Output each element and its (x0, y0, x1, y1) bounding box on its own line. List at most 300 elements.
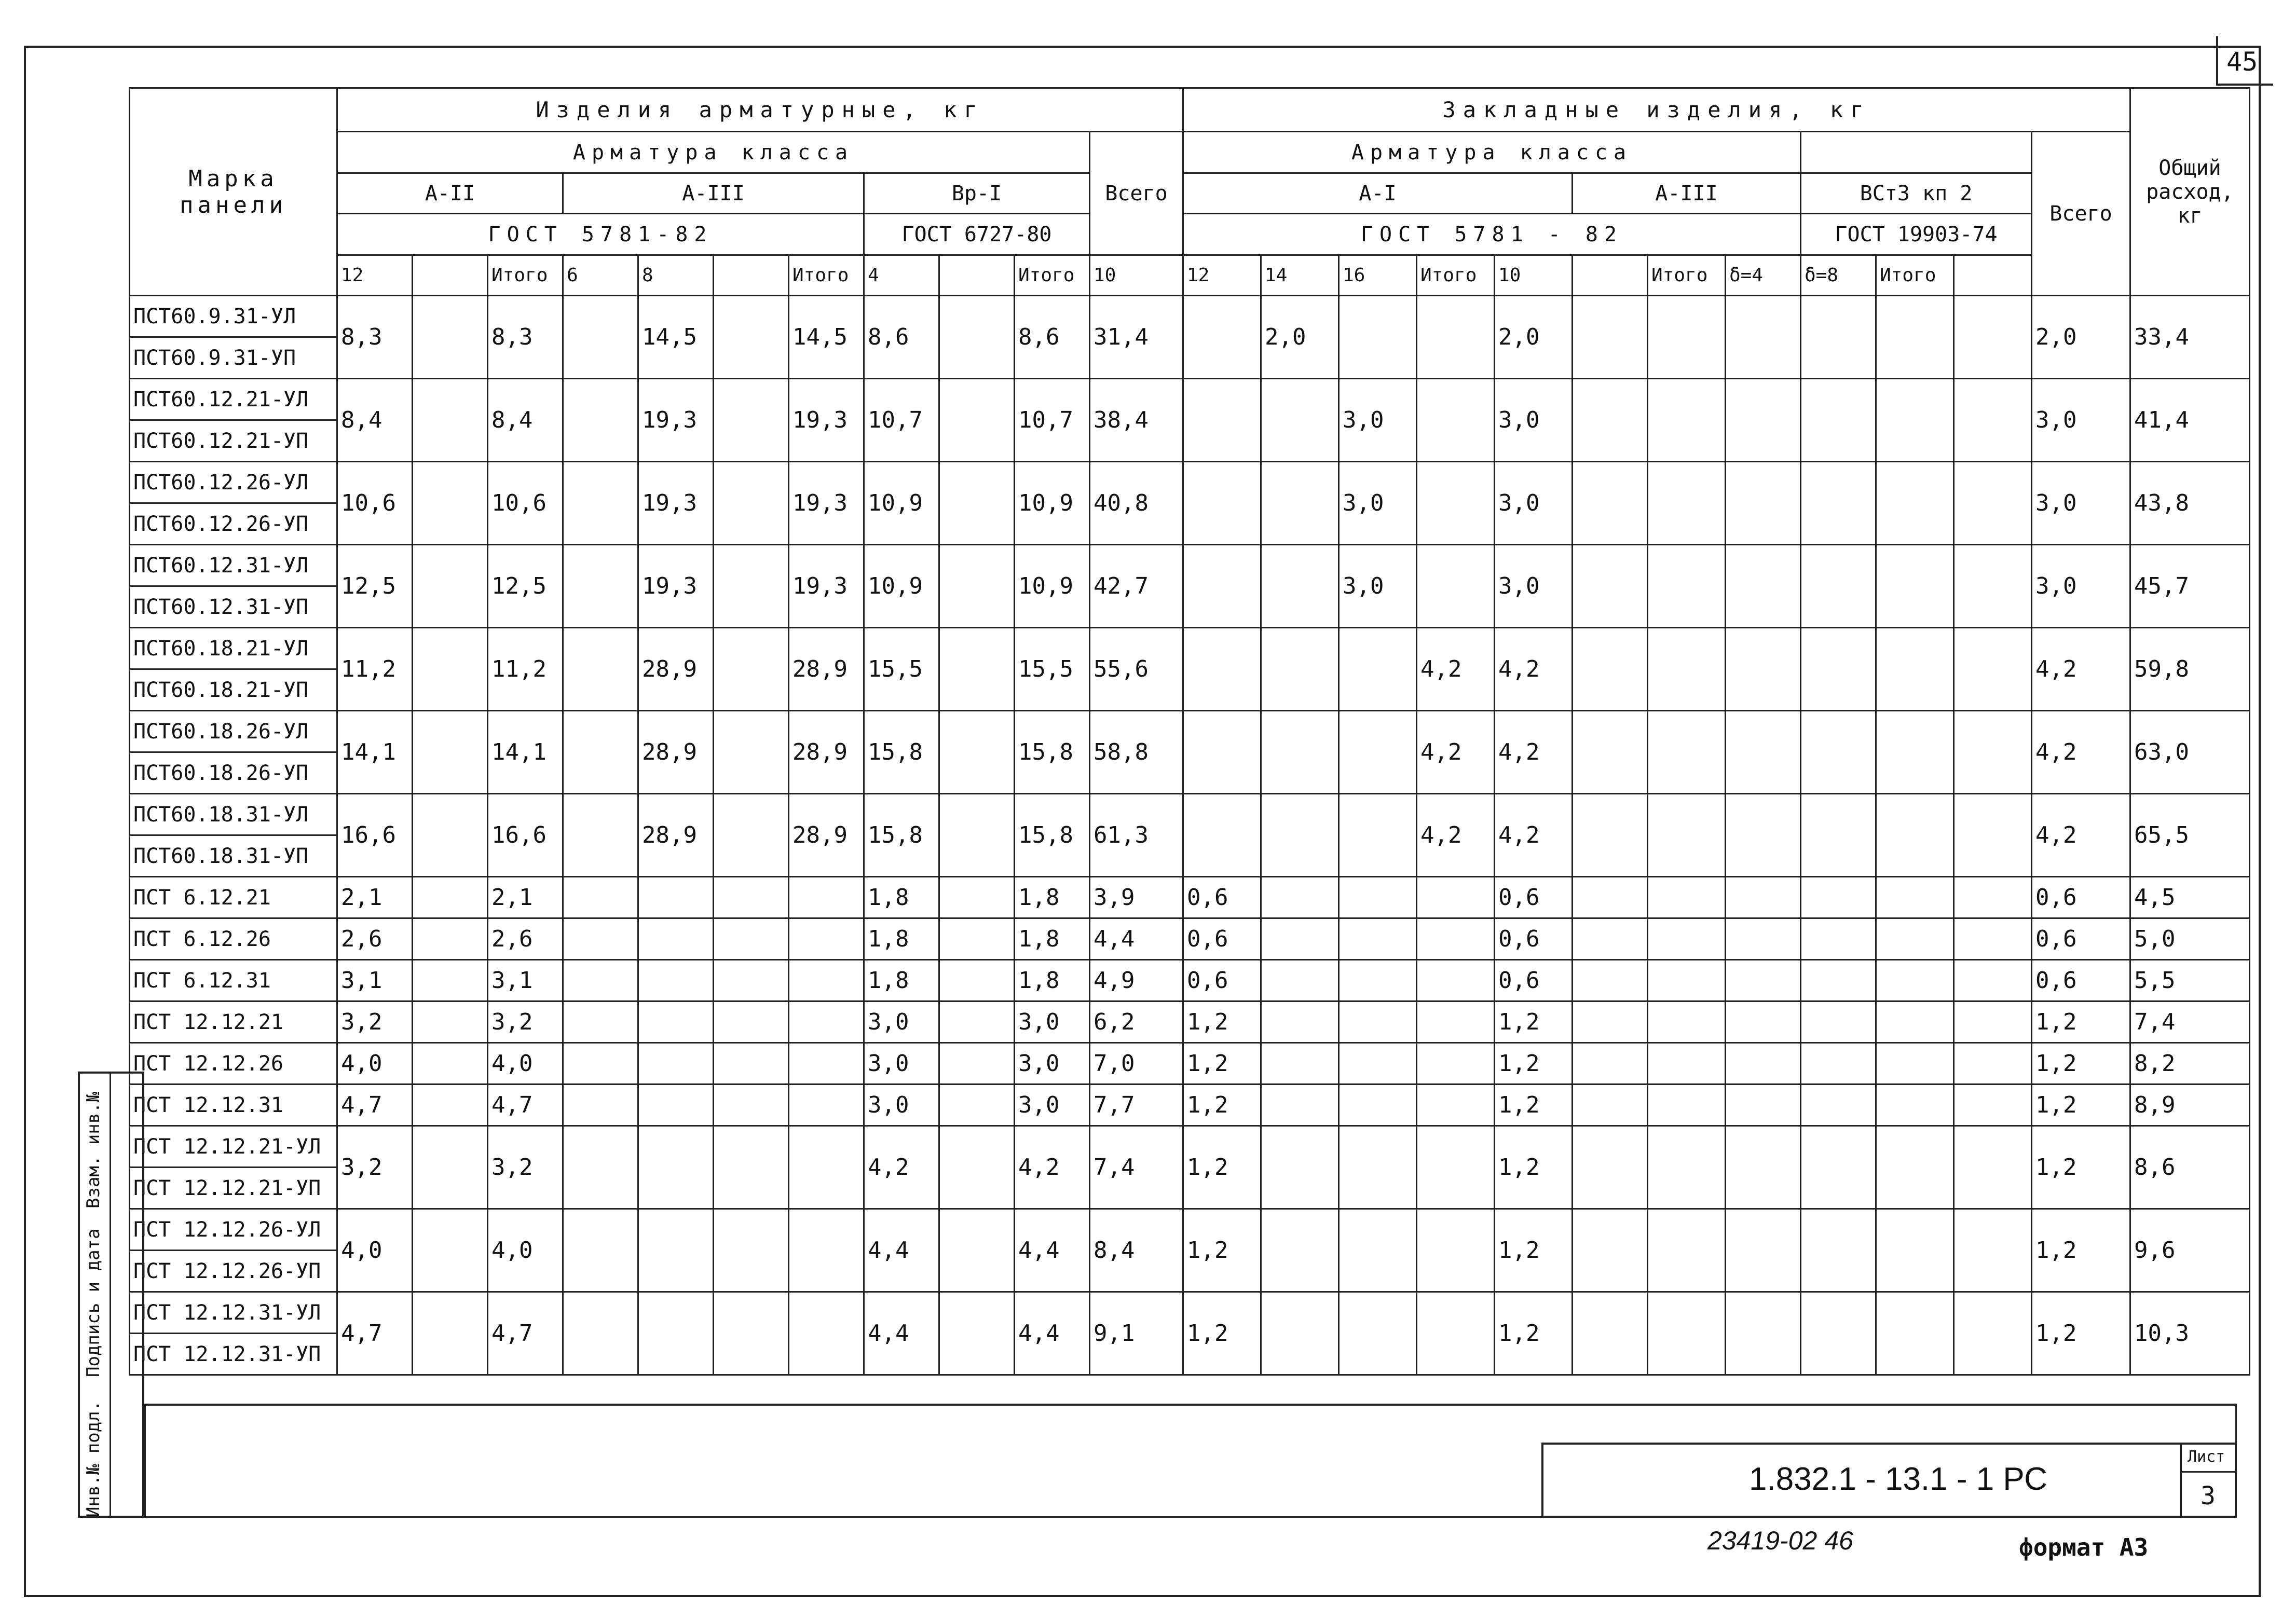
value-cell: 3,0 (1339, 545, 1417, 628)
value-cell (563, 1126, 638, 1209)
value-cell (1876, 711, 1954, 794)
value-cell (1261, 1292, 1339, 1375)
subheader-cell: 16 (1339, 255, 1417, 296)
value-cell (1339, 1292, 1417, 1375)
value-cell (1417, 1292, 1495, 1375)
value-cell (1183, 711, 1261, 794)
panel-brand: ПСТ60.18.26-УП (130, 752, 337, 794)
format-label: формат А3 (2019, 1533, 2149, 1561)
value-cell (1876, 794, 1954, 877)
value-cell (939, 794, 1015, 877)
value-cell (714, 545, 789, 628)
value-cell: 4,7 (337, 1085, 413, 1126)
value-cell (1801, 1043, 1876, 1085)
table-row (130, 1043, 2250, 1085)
value-cell: 11,2 (488, 628, 563, 711)
value-cell: 28,9 (638, 794, 714, 877)
value-cell: 9,6 (2130, 1209, 2250, 1292)
value-cell (1417, 462, 1495, 545)
value-cell (563, 877, 638, 918)
value-cell (413, 918, 488, 960)
value-cell (638, 1209, 714, 1292)
value-cell: 28,9 (789, 628, 864, 711)
value-cell: 3,2 (488, 1126, 563, 1209)
value-cell: 61,3 (1090, 794, 1183, 877)
value-cell (413, 1043, 488, 1085)
value-cell (1648, 1209, 1726, 1292)
value-cell: 28,9 (638, 628, 714, 711)
value-cell (1339, 711, 1417, 794)
value-cell: 15,5 (864, 628, 939, 711)
value-cell: 8,3 (488, 296, 563, 379)
value-cell: 10,3 (2130, 1292, 2250, 1375)
value-cell (413, 794, 488, 877)
value-cell: 2,0 (2032, 296, 2130, 379)
value-cell (1726, 1001, 1801, 1043)
value-cell (1261, 462, 1339, 545)
value-cell: 10,7 (864, 379, 939, 462)
value-cell (939, 877, 1015, 918)
value-cell: 19,3 (789, 545, 864, 628)
value-cell: 15,8 (1015, 794, 1090, 877)
value-cell: 45,7 (2130, 545, 2250, 628)
value-cell: 19,3 (638, 379, 714, 462)
value-cell: 19,3 (638, 545, 714, 628)
value-cell (789, 1001, 864, 1043)
value-cell (1876, 918, 1954, 960)
value-cell: 16,6 (337, 794, 413, 877)
value-cell: 10,9 (864, 545, 939, 628)
value-cell (1648, 794, 1726, 877)
subheader-cell (413, 255, 488, 296)
value-cell: 1,2 (2032, 1209, 2130, 1292)
value-cell: 7,4 (1090, 1126, 1183, 1209)
value-cell: 4,2 (864, 1126, 939, 1209)
value-cell: 4,2 (1495, 711, 1573, 794)
subheader-cell: Итого (1876, 255, 1954, 296)
class-a2: А-II (337, 173, 563, 214)
value-cell (1954, 379, 2032, 462)
value-cell (563, 918, 638, 960)
value-cell (1261, 960, 1339, 1001)
value-cell: 7,7 (1090, 1085, 1183, 1126)
value-cell (1726, 296, 1801, 379)
value-cell (1801, 545, 1876, 628)
value-cell (1261, 1001, 1339, 1043)
value-cell (939, 628, 1015, 711)
value-cell: 1,8 (864, 960, 939, 1001)
value-cell (1801, 1209, 1876, 1292)
value-cell (789, 960, 864, 1001)
value-cell (1339, 296, 1417, 379)
value-cell (1261, 1209, 1339, 1292)
panel-brand: ПСТ 6.12.26 (130, 918, 337, 960)
value-cell (939, 296, 1015, 379)
value-cell: 4,4 (864, 1292, 939, 1375)
value-cell: 28,9 (638, 711, 714, 794)
value-cell: 4,2 (1417, 794, 1495, 877)
value-cell: 3,0 (2032, 462, 2130, 545)
armature-class-header: Арматура класса (337, 132, 1090, 173)
panel-brand: ПСТ60.18.21-УП (130, 669, 337, 711)
panel-brand: ПСТ 12.12.21-УП (130, 1168, 337, 1209)
value-cell (1573, 711, 1648, 794)
value-cell (1876, 877, 1954, 918)
value-cell: 58,8 (1090, 711, 1183, 794)
value-cell (413, 877, 488, 918)
value-cell (1417, 877, 1495, 918)
table-row (130, 462, 2250, 503)
value-cell: 1,2 (1495, 1209, 1573, 1292)
value-cell: 3,2 (337, 1126, 413, 1209)
value-cell: 0,6 (1495, 960, 1573, 1001)
class-a1: А-I (1183, 173, 1573, 214)
value-cell (1573, 1126, 1648, 1209)
value-cell: 0,6 (1495, 877, 1573, 918)
value-cell: 6,2 (1090, 1001, 1183, 1043)
value-cell (638, 1292, 714, 1375)
value-cell: 3,0 (1495, 545, 1573, 628)
side-label-inventory: Инв.№ подл. (83, 1400, 104, 1517)
value-cell: 1,2 (1495, 1001, 1573, 1043)
value-cell: 4,0 (488, 1209, 563, 1292)
value-cell: 1,8 (1015, 960, 1090, 1001)
value-cell (1573, 1085, 1648, 1126)
value-cell: 7,4 (2130, 1001, 2250, 1043)
panel-brand: ПСТ 12.12.31 (130, 1085, 337, 1126)
value-cell: 1,2 (2032, 1043, 2130, 1085)
value-cell: 14,1 (488, 711, 563, 794)
value-cell: 4,2 (2032, 711, 2130, 794)
value-cell: 15,8 (1015, 711, 1090, 794)
value-cell (714, 794, 789, 877)
value-cell (413, 1209, 488, 1292)
gost-6727: ГОСТ 6727-80 (864, 214, 1090, 255)
value-cell (563, 1085, 638, 1126)
subheader-cell: 14 (1261, 255, 1339, 296)
table-row (130, 296, 2250, 337)
value-cell (1417, 1043, 1495, 1085)
value-cell: 3,0 (864, 1001, 939, 1043)
value-cell (714, 711, 789, 794)
value-cell: 1,2 (1183, 1085, 1261, 1126)
value-cell (1573, 628, 1648, 711)
value-cell (1573, 1209, 1648, 1292)
value-cell (1183, 462, 1261, 545)
value-cell: 16,6 (488, 794, 563, 877)
value-cell (939, 379, 1015, 462)
value-cell (1876, 462, 1954, 545)
table-row (130, 960, 2250, 1001)
table-row (130, 1209, 2250, 1251)
subheader-cell: 10 (1090, 255, 1183, 296)
value-cell (1876, 379, 1954, 462)
sheet-number: 3 (2201, 1481, 2216, 1511)
panel-brand: ПСТ60.18.31-УЛ (130, 794, 337, 835)
table-row (130, 1126, 2250, 1168)
value-cell: 12,5 (488, 545, 563, 628)
value-cell: 10,9 (1015, 545, 1090, 628)
panel-brand: ПСТ60.18.31-УП (130, 835, 337, 877)
value-cell: 4,2 (1417, 628, 1495, 711)
value-cell: 10,6 (488, 462, 563, 545)
value-cell (939, 1126, 1015, 1209)
value-cell (1876, 1001, 1954, 1043)
subheader-cell: 6 (563, 255, 638, 296)
value-cell: 59,8 (2130, 628, 2250, 711)
value-cell (1726, 918, 1801, 960)
table-row (130, 1001, 2250, 1043)
value-cell (939, 1001, 1015, 1043)
gost-19903: ГОСТ 19903-74 (1801, 214, 2032, 255)
value-cell (1954, 711, 2032, 794)
class-bp1: Вр-I (864, 173, 1090, 214)
value-cell (1876, 960, 1954, 1001)
value-cell (1261, 628, 1339, 711)
value-cell: 8,6 (2130, 1126, 2250, 1209)
value-cell (638, 918, 714, 960)
panel-brand: ПСТ 12.12.26-УЛ (130, 1209, 337, 1251)
value-cell: 11,2 (337, 628, 413, 711)
value-cell (413, 711, 488, 794)
value-cell (1648, 1292, 1726, 1375)
value-cell (1573, 877, 1648, 918)
value-cell (1648, 628, 1726, 711)
value-cell: 33,4 (2130, 296, 2250, 379)
value-cell: 15,8 (864, 794, 939, 877)
value-cell (1876, 1043, 1954, 1085)
value-cell (1183, 379, 1261, 462)
value-cell (1801, 296, 1876, 379)
value-cell (638, 1126, 714, 1209)
value-cell (1801, 628, 1876, 711)
value-cell: 2,0 (1495, 296, 1573, 379)
value-cell (1726, 794, 1801, 877)
value-cell (563, 1209, 638, 1292)
value-cell: 3,0 (1495, 462, 1573, 545)
value-cell (1954, 1209, 2032, 1292)
value-cell (1876, 1209, 1954, 1292)
value-cell (1339, 1043, 1417, 1085)
value-cell: 1,2 (1183, 1001, 1261, 1043)
value-cell: 4,7 (488, 1292, 563, 1375)
value-cell (1183, 296, 1261, 379)
value-cell: 1,8 (1015, 877, 1090, 918)
page-number: 45 (2226, 47, 2258, 77)
value-cell (1261, 877, 1339, 918)
panel-brand: ПСТ60.9.31-УП (130, 337, 337, 379)
class-a3-embedded: А-III (1573, 173, 1801, 214)
value-cell (1876, 1126, 1954, 1209)
subheader-cell: δ=4 (1726, 255, 1801, 296)
subheader-cell: δ=8 (1801, 255, 1876, 296)
value-cell: 2,6 (488, 918, 563, 960)
value-cell: 1,2 (1495, 1085, 1573, 1126)
column-header-total: Всего (1090, 132, 1183, 255)
value-cell (939, 1209, 1015, 1292)
panel-brand: ПСТ 12.12.31-УЛ (130, 1292, 337, 1334)
value-cell (413, 1001, 488, 1043)
value-cell (1261, 1043, 1339, 1085)
value-cell: 3,0 (2032, 545, 2130, 628)
side-label-replaced: Взам. инв.№ (83, 1091, 104, 1209)
value-cell (1648, 296, 1726, 379)
panel-brand: ПСТ60.12.21-УЛ (130, 379, 337, 420)
value-cell: 1,2 (1495, 1292, 1573, 1375)
value-cell (714, 379, 789, 462)
value-cell (1648, 545, 1726, 628)
panel-brand: ПСТ60.12.26-УЛ (130, 462, 337, 503)
value-cell: 1,2 (1183, 1126, 1261, 1209)
value-cell: 2,1 (337, 877, 413, 918)
sheet-label: Лист (2188, 1448, 2225, 1466)
value-cell (1954, 545, 2032, 628)
value-cell (1573, 545, 1648, 628)
value-cell (1417, 1126, 1495, 1209)
value-cell: 1,2 (1495, 1043, 1573, 1085)
subheader-cell: 10 (1495, 255, 1573, 296)
value-cell: 0,6 (1183, 960, 1261, 1001)
value-cell (1261, 1126, 1339, 1209)
value-cell (1954, 1043, 2032, 1085)
column-header-overall: Общий расход, кг (2130, 88, 2250, 296)
subheader-cell: 12 (1183, 255, 1261, 296)
value-cell: 10,9 (1015, 462, 1090, 545)
archive-number: 23419-02 46 (1707, 1526, 1853, 1555)
side-label-signature: Подпись и дата (83, 1228, 104, 1377)
value-cell (1648, 379, 1726, 462)
value-cell: 3,0 (2032, 379, 2130, 462)
value-cell (1339, 1001, 1417, 1043)
value-cell: 1,8 (864, 877, 939, 918)
column-header-brand: Марка панели (130, 88, 337, 296)
value-cell (1726, 462, 1801, 545)
value-cell: 8,4 (1090, 1209, 1183, 1292)
value-cell (1261, 794, 1339, 877)
panel-brand: ПСТ 6.12.31 (130, 960, 337, 1001)
table-row (130, 711, 2250, 752)
value-cell (1648, 877, 1726, 918)
value-cell (1726, 1209, 1801, 1292)
value-cell: 0,6 (2032, 960, 2130, 1001)
value-cell (1648, 960, 1726, 1001)
value-cell (939, 1043, 1015, 1085)
value-cell (1876, 1085, 1954, 1126)
value-cell: 1,2 (2032, 1001, 2130, 1043)
value-cell (563, 1292, 638, 1375)
value-cell (939, 1292, 1015, 1375)
value-cell: 40,8 (1090, 462, 1183, 545)
value-cell (1726, 628, 1801, 711)
value-cell (789, 1126, 864, 1209)
value-cell (1261, 711, 1339, 794)
value-cell (1726, 1126, 1801, 1209)
value-cell (638, 1043, 714, 1085)
subheader-cell: Итого (1417, 255, 1495, 296)
value-cell: 63,0 (2130, 711, 2250, 794)
value-cell (563, 794, 638, 877)
value-cell (714, 1126, 789, 1209)
value-cell (638, 1001, 714, 1043)
value-cell: 15,8 (864, 711, 939, 794)
value-cell (1726, 1085, 1801, 1126)
value-cell: 2,6 (337, 918, 413, 960)
value-cell (714, 1043, 789, 1085)
value-cell (1573, 296, 1648, 379)
value-cell (1417, 379, 1495, 462)
value-cell (1801, 877, 1876, 918)
value-cell: 0,6 (1183, 877, 1261, 918)
class-vst3: ВСт3 кп 2 (1801, 173, 2032, 214)
value-cell (1954, 628, 2032, 711)
value-cell: 4,2 (1495, 628, 1573, 711)
value-cell (1183, 794, 1261, 877)
value-cell (939, 545, 1015, 628)
value-cell: 1,2 (1183, 1292, 1261, 1375)
value-cell (563, 628, 638, 711)
value-cell (1417, 1209, 1495, 1292)
value-cell: 41,4 (2130, 379, 2250, 462)
value-cell: 3,0 (1339, 379, 1417, 462)
value-cell: 4,4 (1015, 1292, 1090, 1375)
value-cell: 9,1 (1090, 1292, 1183, 1375)
value-cell: 3,0 (864, 1085, 939, 1126)
panel-brand: ПСТ 12.12.21-УЛ (130, 1126, 337, 1168)
value-cell (563, 1043, 638, 1085)
value-cell (1339, 877, 1417, 918)
value-cell: 4,5 (2130, 877, 2250, 918)
value-cell: 3,1 (488, 960, 563, 1001)
value-cell (1726, 1292, 1801, 1375)
value-cell: 1,8 (1015, 918, 1090, 960)
value-cell: 2,1 (488, 877, 563, 918)
value-cell (1801, 1292, 1876, 1375)
value-cell (1801, 379, 1876, 462)
value-cell (1801, 1001, 1876, 1043)
value-cell (714, 628, 789, 711)
value-cell (563, 462, 638, 545)
value-cell (1417, 1085, 1495, 1126)
value-cell: 8,3 (337, 296, 413, 379)
value-cell (1954, 794, 2032, 877)
value-cell: 14,5 (638, 296, 714, 379)
value-cell: 4,2 (1015, 1126, 1090, 1209)
value-cell (1648, 1043, 1726, 1085)
value-cell (1876, 1292, 1954, 1375)
value-cell (563, 379, 638, 462)
value-cell (1801, 711, 1876, 794)
value-cell (1648, 918, 1726, 960)
value-cell: 10,9 (864, 462, 939, 545)
gost-5781: ГОСТ 5781-82 (337, 214, 864, 255)
group-header-reinforcement: Изделия арматурные, кг (337, 88, 1183, 132)
value-cell (714, 462, 789, 545)
value-cell (1417, 296, 1495, 379)
table-row (130, 877, 2250, 918)
class-a3: А-III (563, 173, 864, 214)
value-cell (638, 1085, 714, 1126)
panel-brand: ПСТ 12.12.31-УП (130, 1334, 337, 1375)
blank-header-cell (1801, 132, 2032, 173)
value-cell (1573, 1001, 1648, 1043)
value-cell (1573, 918, 1648, 960)
value-cell (1801, 462, 1876, 545)
panel-brand: ПСТ60.18.21-УЛ (130, 628, 337, 669)
value-cell (1417, 545, 1495, 628)
value-cell: 10,7 (1015, 379, 1090, 462)
value-cell (1261, 918, 1339, 960)
value-cell (1339, 1085, 1417, 1126)
